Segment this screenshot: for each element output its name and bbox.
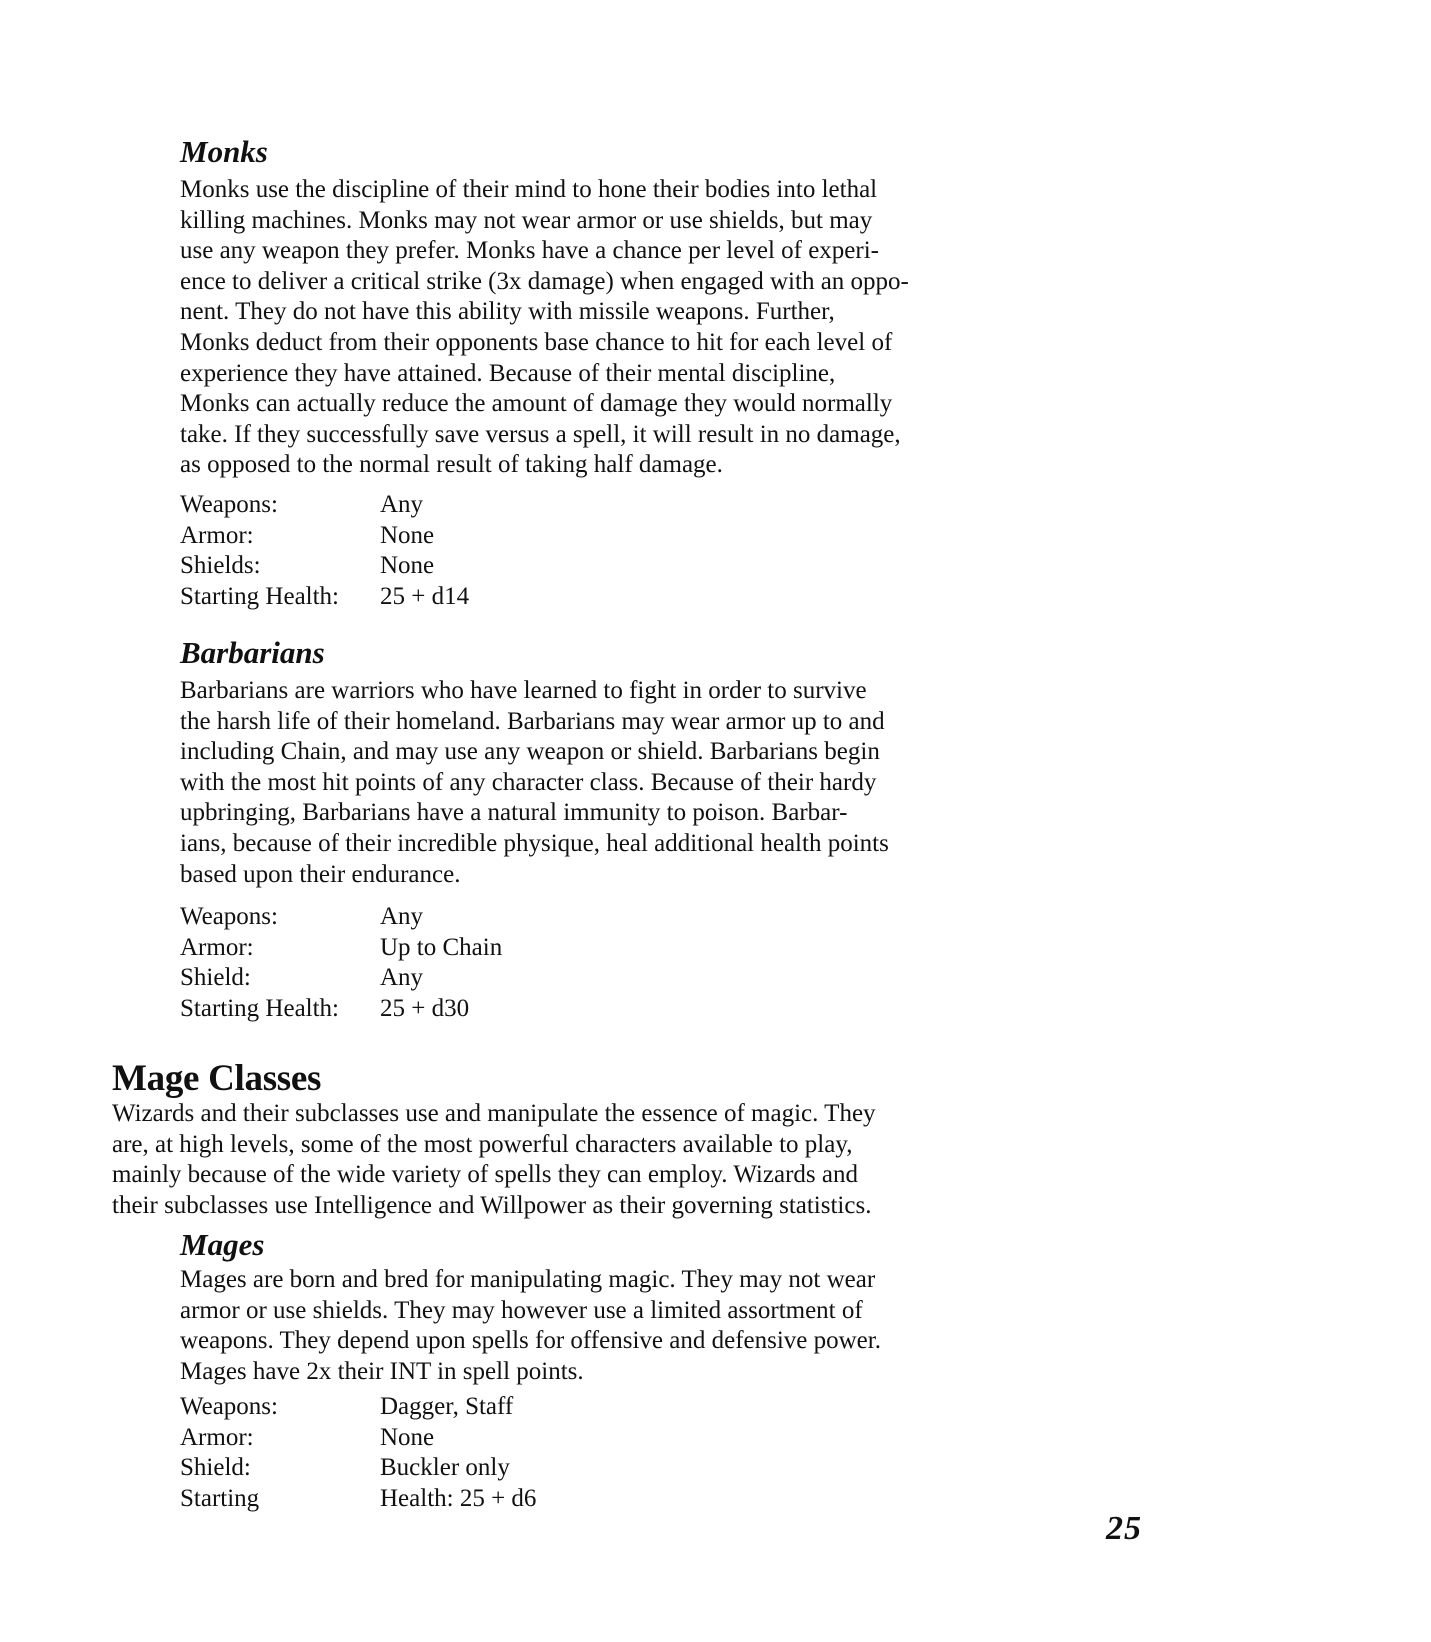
stat-label: Shield: — [180, 1454, 251, 1482]
stat-row — [180, 582, 469, 613]
monks-heading: Monks — [180, 134, 268, 169]
stat-value: Any — [380, 903, 424, 930]
text-line: ence to deliver a critical strike (3x damage) when engaged with an oppo- — [180, 267, 909, 295]
text-line: the harsh life of their homeland. Barbarians may wear armor up to and — [180, 707, 885, 735]
barbarians-description — [180, 676, 889, 890]
text-line: take. If they successfully save versus a spell, it will result in no damage, — [180, 420, 901, 448]
stat-row — [180, 1423, 536, 1454]
barbarians-stats — [180, 902, 502, 1024]
stat-row — [180, 963, 502, 994]
mage-classes-heading: Mage Classes — [112, 1058, 322, 1099]
text-line: are, at high levels, some of the most powerful characters available to play, — [112, 1130, 853, 1158]
stat-row — [180, 521, 469, 552]
mages-description — [180, 1265, 881, 1387]
stat-value: Dagger, Staff — [380, 1393, 514, 1420]
text-line: weapons. They depend upon spells for offensive and defensive power. — [180, 1327, 881, 1355]
stat-label: Starting Health: — [180, 994, 339, 1022]
stat-label: Weapons: — [180, 903, 278, 930]
page-number: 25 — [1106, 1510, 1142, 1547]
monks-description — [180, 175, 909, 481]
text-line: Barbarians are warriors who have learned to fight in order to survive — [180, 677, 867, 704]
text-line: Monks use the discipline of their mind to hone their bodies into lethal — [180, 176, 878, 203]
text-line: armor or use shields. They may however use a limited assortment of — [180, 1296, 863, 1324]
stat-value: None — [380, 552, 435, 580]
stat-label: Shields: — [180, 552, 261, 580]
stat-value: Health: 25 + d6 — [380, 1484, 537, 1512]
text-line: use any weapon they prefer. Monks have a chance per level of experi- — [180, 237, 879, 265]
text-line: with the most hit points of any character class. Because of their hardy — [180, 768, 877, 796]
text-line: ians, because of their incredible physique, heal additional health points — [180, 829, 889, 857]
barbarians-heading: Barbarians — [180, 635, 325, 670]
stat-row — [180, 551, 469, 582]
text-line: Wizards and their subclasses use and manipulate the essence of magic. They — [112, 1100, 876, 1127]
mages-stats — [180, 1392, 536, 1514]
stat-value: 25 + d30 — [380, 994, 470, 1022]
stat-label: Starting Health: — [180, 582, 339, 610]
stat-row — [180, 490, 469, 521]
text-line: mainly because of the wide variety of spells they can employ. Wizards and — [112, 1161, 858, 1189]
stat-label: Armor: — [180, 1423, 254, 1451]
mages-heading: Mages — [180, 1227, 265, 1262]
stat-label: Shield: — [180, 964, 251, 992]
stat-row — [180, 933, 502, 964]
stat-label: Armor: — [180, 933, 254, 961]
text-line: including Chain, and may use any weapon or shield. Barbarians begin — [180, 738, 880, 766]
text-line: upbringing, Barbarians have a natural immunity to poison. Barbar- — [180, 799, 848, 827]
text-line: their subclasses use Intelligence and Willpower as their governing statistics. — [112, 1191, 872, 1219]
stat-value: Up to Chain — [380, 933, 503, 961]
text-line: based upon their endurance. — [180, 860, 461, 888]
text-line: Mages have 2x their INT in spell points. — [180, 1357, 584, 1385]
text-line: Mages are born and bred for manipulating magic. They may not wear — [180, 1266, 876, 1293]
text-line: Monks can actually reduce the amount of damage they would normally — [180, 390, 893, 418]
stat-row — [180, 1453, 536, 1484]
stat-row — [180, 1392, 536, 1423]
stat-row — [180, 994, 502, 1025]
stat-value: None — [380, 521, 435, 549]
stat-value: Any — [380, 964, 424, 992]
monks-stats — [180, 490, 469, 612]
stat-value: 25 + d14 — [380, 582, 470, 610]
text-line: experience they have attained. Because of their mental discipline, — [180, 359, 836, 387]
stat-value: Any — [380, 491, 424, 518]
stat-row — [180, 902, 502, 933]
stat-value: Buckler only — [380, 1454, 510, 1482]
stat-label: Armor: — [180, 521, 254, 549]
text-line: as opposed to the normal result of taking half damage. — [180, 451, 723, 479]
text-line: nent. They do not have this ability with missile weapons. Further, — [180, 298, 835, 326]
mage-classes-description — [112, 1099, 876, 1221]
stat-label: Weapons: — [180, 491, 278, 518]
stat-label: Starting — [180, 1484, 260, 1512]
stat-label: Weapons: — [180, 1393, 278, 1420]
text-line: killing machines. Monks may not wear armor or use shields, but may — [180, 206, 873, 234]
text-line: Monks deduct from their opponents base chance to hit for each level of — [180, 328, 893, 356]
stat-row — [180, 1484, 536, 1515]
stat-value: None — [380, 1423, 435, 1451]
